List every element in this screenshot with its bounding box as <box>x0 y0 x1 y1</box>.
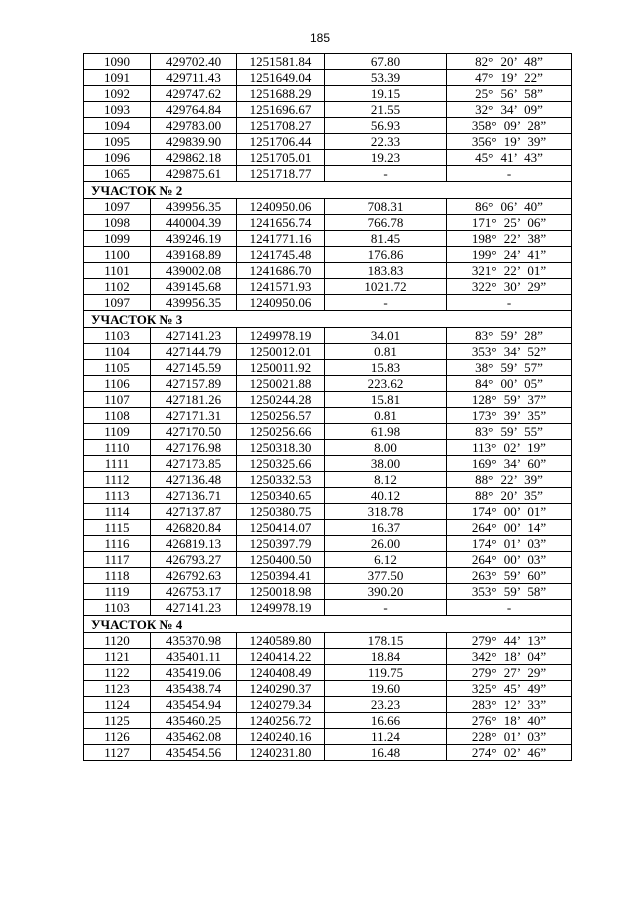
point-number-cell: 1091 <box>84 70 151 86</box>
bearing-angle-cell: 128° 59’ 37” <box>447 392 572 408</box>
section-header-row <box>84 616 572 633</box>
y-coordinate-cell: 1251581.84 <box>237 54 325 70</box>
point-number-cell: 1097 <box>84 295 151 311</box>
x-coordinate-cell: 439002.08 <box>151 263 237 279</box>
distance-cell: 22.33 <box>325 134 447 150</box>
point-number-cell: 1102 <box>84 279 151 295</box>
table-row <box>84 681 572 697</box>
bearing-angle-cell: 174° 00’ 01” <box>447 504 572 520</box>
point-number-cell: 1065 <box>84 166 151 182</box>
bearing-angle-cell: 47° 19’ 22” <box>447 70 572 86</box>
y-coordinate-cell: 1250012.01 <box>237 344 325 360</box>
distance-cell: 19.60 <box>325 681 447 697</box>
bearing-angle-cell: 88° 22’ 39” <box>447 472 572 488</box>
distance-cell: 40.12 <box>325 488 447 504</box>
distance-cell: - <box>325 600 447 616</box>
bearing-angle-cell: 274° 02’ 46” <box>447 745 572 761</box>
y-coordinate-cell: 1251696.67 <box>237 102 325 118</box>
y-coordinate-cell: 1241745.48 <box>237 247 325 263</box>
table-row <box>84 199 572 215</box>
x-coordinate-cell: 427171.31 <box>151 408 237 424</box>
bearing-angle-cell: 228° 01’ 03” <box>447 729 572 745</box>
x-coordinate-cell: 435370.98 <box>151 633 237 649</box>
point-number-cell: 1100 <box>84 247 151 263</box>
table-row <box>84 536 572 552</box>
table-row <box>84 552 572 568</box>
point-number-cell: 1107 <box>84 392 151 408</box>
bearing-angle-cell: 199° 24’ 41” <box>447 247 572 263</box>
point-number-cell: 1092 <box>84 86 151 102</box>
distance-cell: 16.37 <box>325 520 447 536</box>
bearing-angle-cell: - <box>447 600 572 616</box>
distance-cell: 8.00 <box>325 440 447 456</box>
x-coordinate-cell: 435454.56 <box>151 745 237 761</box>
y-coordinate-cell: 1250394.41 <box>237 568 325 584</box>
table-row <box>84 584 572 600</box>
bearing-angle-cell: - <box>447 166 572 182</box>
y-coordinate-cell: 1249978.19 <box>237 328 325 344</box>
point-number-cell: 1095 <box>84 134 151 150</box>
bearing-angle-cell: 263° 59’ 60” <box>447 568 572 584</box>
distance-cell: - <box>325 166 447 182</box>
point-number-cell: 1109 <box>84 424 151 440</box>
table-row <box>84 279 572 295</box>
bearing-angle-cell: 38° 59’ 57” <box>447 360 572 376</box>
distance-cell: 223.62 <box>325 376 447 392</box>
y-coordinate-cell: 1251705.01 <box>237 150 325 166</box>
x-coordinate-cell: 435462.08 <box>151 729 237 745</box>
bearing-angle-cell: 276° 18’ 40” <box>447 713 572 729</box>
x-coordinate-cell: 429711.43 <box>151 70 237 86</box>
x-coordinate-cell: 426753.17 <box>151 584 237 600</box>
point-number-cell: 1115 <box>84 520 151 536</box>
point-number-cell: 1103 <box>84 328 151 344</box>
distance-cell: 0.81 <box>325 408 447 424</box>
distance-cell: 0.81 <box>325 344 447 360</box>
y-coordinate-cell: 1240589.80 <box>237 633 325 649</box>
x-coordinate-cell: 427136.48 <box>151 472 237 488</box>
bearing-angle-cell: 82° 20’ 48” <box>447 54 572 70</box>
distance-cell: 21.55 <box>325 102 447 118</box>
point-number-cell: 1114 <box>84 504 151 520</box>
bearing-angle-cell: 169° 34’ 60” <box>447 456 572 472</box>
x-coordinate-cell: 427141.23 <box>151 328 237 344</box>
x-coordinate-cell: 427173.85 <box>151 456 237 472</box>
table-row <box>84 520 572 536</box>
point-number-cell: 1111 <box>84 456 151 472</box>
table-row <box>84 102 572 118</box>
point-number-cell: 1121 <box>84 649 151 665</box>
x-coordinate-cell: 439246.19 <box>151 231 237 247</box>
point-number-cell: 1093 <box>84 102 151 118</box>
y-coordinate-cell: 1240256.72 <box>237 713 325 729</box>
coordinates-table <box>83 53 572 761</box>
distance-cell: 766.78 <box>325 215 447 231</box>
y-coordinate-cell: 1241771.16 <box>237 231 325 247</box>
distance-cell: 53.39 <box>325 70 447 86</box>
table-row <box>84 344 572 360</box>
distance-cell: 15.81 <box>325 392 447 408</box>
distance-cell: 67.80 <box>325 54 447 70</box>
x-coordinate-cell: 435454.94 <box>151 697 237 713</box>
y-coordinate-cell: 1241571.93 <box>237 279 325 295</box>
table-row <box>84 166 572 182</box>
bearing-angle-cell: 83° 59’ 55” <box>447 424 572 440</box>
table-row <box>84 568 572 584</box>
table-row <box>84 70 572 86</box>
bearing-angle-cell: 86° 06’ 40” <box>447 199 572 215</box>
y-coordinate-cell: 1250400.50 <box>237 552 325 568</box>
y-coordinate-cell: 1250332.53 <box>237 472 325 488</box>
table-row <box>84 54 572 70</box>
y-coordinate-cell: 1251688.29 <box>237 86 325 102</box>
distance-cell: 19.15 <box>325 86 447 102</box>
bearing-angle-cell: 83° 59’ 28” <box>447 328 572 344</box>
bearing-angle-cell: 264° 00’ 03” <box>447 552 572 568</box>
point-number-cell: 1118 <box>84 568 151 584</box>
distance-cell: 119.75 <box>325 665 447 681</box>
section-title: УЧАСТОК № 2 <box>84 182 572 199</box>
distance-cell: 38.00 <box>325 456 447 472</box>
y-coordinate-cell: 1250318.30 <box>237 440 325 456</box>
x-coordinate-cell: 429783.00 <box>151 118 237 134</box>
x-coordinate-cell: 435438.74 <box>151 681 237 697</box>
x-coordinate-cell: 439145.68 <box>151 279 237 295</box>
x-coordinate-cell: 427176.98 <box>151 440 237 456</box>
x-coordinate-cell: 435401.11 <box>151 649 237 665</box>
point-number-cell: 1113 <box>84 488 151 504</box>
bearing-angle-cell: 198° 22’ 38” <box>447 231 572 247</box>
x-coordinate-cell: 427181.26 <box>151 392 237 408</box>
table-row <box>84 118 572 134</box>
x-coordinate-cell: 427137.87 <box>151 504 237 520</box>
bearing-angle-cell: 279° 44’ 13” <box>447 633 572 649</box>
y-coordinate-cell: 1241656.74 <box>237 215 325 231</box>
bearing-angle-cell: 264° 00’ 14” <box>447 520 572 536</box>
table-row <box>84 263 572 279</box>
x-coordinate-cell: 429862.18 <box>151 150 237 166</box>
x-coordinate-cell: 429702.40 <box>151 54 237 70</box>
y-coordinate-cell: 1251706.44 <box>237 134 325 150</box>
distance-cell: - <box>325 295 447 311</box>
page-number: 185 <box>309 31 331 45</box>
y-coordinate-cell: 1240231.80 <box>237 745 325 761</box>
x-coordinate-cell: 435460.25 <box>151 713 237 729</box>
bearing-angle-cell: 113° 02’ 19” <box>447 440 572 456</box>
point-number-cell: 1123 <box>84 681 151 697</box>
bearing-angle-cell: 171° 25’ 06” <box>447 215 572 231</box>
bearing-angle-cell: 279° 27’ 29” <box>447 665 572 681</box>
point-number-cell: 1097 <box>84 199 151 215</box>
distance-cell: 183.83 <box>325 263 447 279</box>
x-coordinate-cell: 439956.35 <box>151 199 237 215</box>
y-coordinate-cell: 1250256.57 <box>237 408 325 424</box>
distance-cell: 16.48 <box>325 745 447 761</box>
y-coordinate-cell: 1250325.66 <box>237 456 325 472</box>
bearing-angle-cell: 32° 34’ 09” <box>447 102 572 118</box>
bearing-angle-cell: 45° 41’ 43” <box>447 150 572 166</box>
distance-cell: 1021.72 <box>325 279 447 295</box>
section-title: УЧАСТОК № 4 <box>84 616 572 633</box>
x-coordinate-cell: 427170.50 <box>151 424 237 440</box>
table-row <box>84 247 572 263</box>
coordinates-table-body <box>84 54 572 761</box>
point-number-cell: 1119 <box>84 584 151 600</box>
point-number-cell: 1105 <box>84 360 151 376</box>
point-number-cell: 1103 <box>84 600 151 616</box>
bearing-angle-cell: 173° 39’ 35” <box>447 408 572 424</box>
x-coordinate-cell: 426820.84 <box>151 520 237 536</box>
point-number-cell: 1110 <box>84 440 151 456</box>
y-coordinate-cell: 1241686.70 <box>237 263 325 279</box>
distance-cell: 390.20 <box>325 584 447 600</box>
y-coordinate-cell: 1250380.75 <box>237 504 325 520</box>
table-row <box>84 376 572 392</box>
table-row <box>84 633 572 649</box>
y-coordinate-cell: 1240240.16 <box>237 729 325 745</box>
y-coordinate-cell: 1240279.34 <box>237 697 325 713</box>
table-row <box>84 231 572 247</box>
distance-cell: 11.24 <box>325 729 447 745</box>
y-coordinate-cell: 1250414.07 <box>237 520 325 536</box>
bearing-angle-cell: 322° 30’ 29” <box>447 279 572 295</box>
bearing-angle-cell: 84° 00’ 05” <box>447 376 572 392</box>
table-row <box>84 360 572 376</box>
x-coordinate-cell: 435419.06 <box>151 665 237 681</box>
distance-cell: 26.00 <box>325 536 447 552</box>
table-row <box>84 424 572 440</box>
y-coordinate-cell: 1240414.22 <box>237 649 325 665</box>
distance-cell: 81.45 <box>325 231 447 247</box>
y-coordinate-cell: 1251718.77 <box>237 166 325 182</box>
table-row <box>84 215 572 231</box>
distance-cell: 178.15 <box>325 633 447 649</box>
x-coordinate-cell: 427141.23 <box>151 600 237 616</box>
bearing-angle-cell: 353° 59’ 58” <box>447 584 572 600</box>
y-coordinate-cell: 1240408.49 <box>237 665 325 681</box>
x-coordinate-cell: 429764.84 <box>151 102 237 118</box>
bearing-angle-cell: 88° 20’ 35” <box>447 488 572 504</box>
bearing-angle-cell: 321° 22’ 01” <box>447 263 572 279</box>
bearing-angle-cell: 325° 45’ 49” <box>447 681 572 697</box>
distance-cell: 16.66 <box>325 713 447 729</box>
y-coordinate-cell: 1240950.06 <box>237 199 325 215</box>
point-number-cell: 1124 <box>84 697 151 713</box>
point-number-cell: 1098 <box>84 215 151 231</box>
table-row <box>84 440 572 456</box>
distance-cell: 6.12 <box>325 552 447 568</box>
x-coordinate-cell: 427145.59 <box>151 360 237 376</box>
y-coordinate-cell: 1250011.92 <box>237 360 325 376</box>
y-coordinate-cell: 1250021.88 <box>237 376 325 392</box>
table-row <box>84 745 572 761</box>
x-coordinate-cell: 429839.90 <box>151 134 237 150</box>
distance-cell: 708.31 <box>325 199 447 215</box>
point-number-cell: 1127 <box>84 745 151 761</box>
point-number-cell: 1126 <box>84 729 151 745</box>
bearing-angle-cell: - <box>447 295 572 311</box>
point-number-cell: 1096 <box>84 150 151 166</box>
distance-cell: 23.23 <box>325 697 447 713</box>
section-header-row <box>84 311 572 328</box>
point-number-cell: 1116 <box>84 536 151 552</box>
table-row <box>84 134 572 150</box>
table-row <box>84 86 572 102</box>
x-coordinate-cell: 429875.61 <box>151 166 237 182</box>
y-coordinate-cell: 1250256.66 <box>237 424 325 440</box>
distance-cell: 377.50 <box>325 568 447 584</box>
point-number-cell: 1099 <box>84 231 151 247</box>
point-number-cell: 1120 <box>84 633 151 649</box>
point-number-cell: 1106 <box>84 376 151 392</box>
table-row <box>84 328 572 344</box>
point-number-cell: 1112 <box>84 472 151 488</box>
distance-cell: 8.12 <box>325 472 447 488</box>
table-row <box>84 392 572 408</box>
table-row <box>84 488 572 504</box>
point-number-cell: 1094 <box>84 118 151 134</box>
point-number-cell: 1090 <box>84 54 151 70</box>
point-number-cell: 1101 <box>84 263 151 279</box>
table-row <box>84 729 572 745</box>
distance-cell: 318.78 <box>325 504 447 520</box>
bearing-angle-cell: 358° 09’ 28” <box>447 118 572 134</box>
x-coordinate-cell: 426793.27 <box>151 552 237 568</box>
distance-cell: 15.83 <box>325 360 447 376</box>
bearing-angle-cell: 283° 12’ 33” <box>447 697 572 713</box>
y-coordinate-cell: 1250340.65 <box>237 488 325 504</box>
table-row <box>84 504 572 520</box>
distance-cell: 56.93 <box>325 118 447 134</box>
table-row <box>84 295 572 311</box>
bearing-angle-cell: 25° 56’ 58” <box>447 86 572 102</box>
point-number-cell: 1125 <box>84 713 151 729</box>
distance-cell: 34.01 <box>325 328 447 344</box>
x-coordinate-cell: 427136.71 <box>151 488 237 504</box>
y-coordinate-cell: 1251708.27 <box>237 118 325 134</box>
table-row <box>84 665 572 681</box>
y-coordinate-cell: 1251649.04 <box>237 70 325 86</box>
y-coordinate-cell: 1250244.28 <box>237 392 325 408</box>
y-coordinate-cell: 1250018.98 <box>237 584 325 600</box>
y-coordinate-cell: 1240290.37 <box>237 681 325 697</box>
table-row <box>84 150 572 166</box>
table-row <box>84 456 572 472</box>
x-coordinate-cell: 429747.62 <box>151 86 237 102</box>
distance-cell: 176.86 <box>325 247 447 263</box>
y-coordinate-cell: 1249978.19 <box>237 600 325 616</box>
point-number-cell: 1122 <box>84 665 151 681</box>
y-coordinate-cell: 1250397.79 <box>237 536 325 552</box>
point-number-cell: 1108 <box>84 408 151 424</box>
point-number-cell: 1104 <box>84 344 151 360</box>
section-header-row <box>84 182 572 199</box>
x-coordinate-cell: 440004.39 <box>151 215 237 231</box>
y-coordinate-cell: 1240950.06 <box>237 295 325 311</box>
table-row <box>84 472 572 488</box>
bearing-angle-cell: 342° 18’ 04” <box>447 649 572 665</box>
distance-cell: 61.98 <box>325 424 447 440</box>
bearing-angle-cell: 356° 19’ 39” <box>447 134 572 150</box>
x-coordinate-cell: 427144.79 <box>151 344 237 360</box>
x-coordinate-cell: 426819.13 <box>151 536 237 552</box>
x-coordinate-cell: 426792.63 <box>151 568 237 584</box>
point-number-cell: 1117 <box>84 552 151 568</box>
table-row <box>84 600 572 616</box>
bearing-angle-cell: 353° 34’ 52” <box>447 344 572 360</box>
table-row <box>84 649 572 665</box>
x-coordinate-cell: 439956.35 <box>151 295 237 311</box>
section-title: УЧАСТОК № 3 <box>84 311 572 328</box>
x-coordinate-cell: 439168.89 <box>151 247 237 263</box>
distance-cell: 18.84 <box>325 649 447 665</box>
table-row <box>84 713 572 729</box>
table-row <box>84 697 572 713</box>
bearing-angle-cell: 174° 01’ 03” <box>447 536 572 552</box>
distance-cell: 19.23 <box>325 150 447 166</box>
x-coordinate-cell: 427157.89 <box>151 376 237 392</box>
table-row <box>84 408 572 424</box>
